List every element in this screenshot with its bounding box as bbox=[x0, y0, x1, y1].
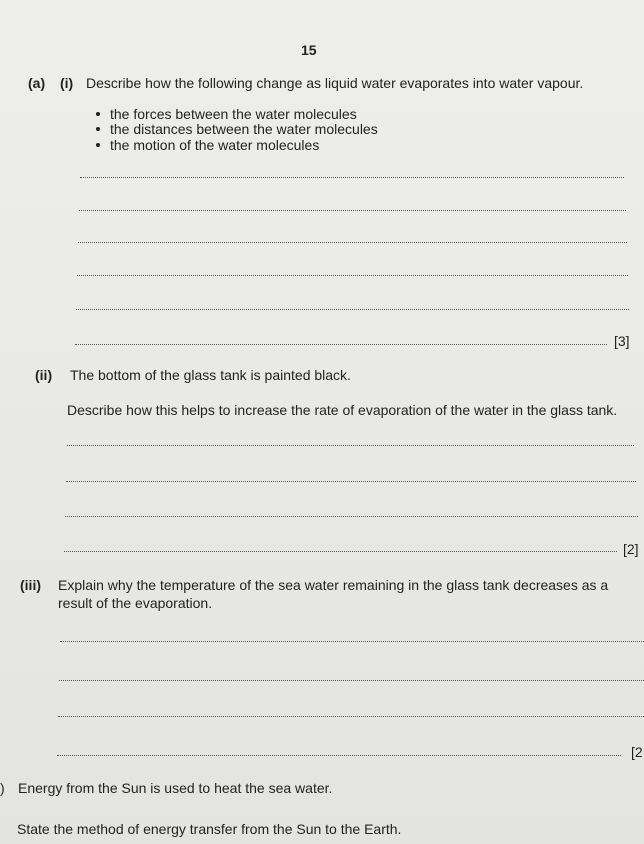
sub-iii-question-line2: result of the evaporation. bbox=[58, 595, 213, 611]
answer-line[interactable] bbox=[64, 551, 617, 552]
answer-line[interactable] bbox=[58, 716, 644, 717]
answer-line[interactable] bbox=[65, 516, 638, 517]
sub-ii-question: Describe how this helps to increase the rate of evaporation of the water in the glass tank. bbox=[67, 402, 618, 418]
answer-line[interactable] bbox=[78, 242, 627, 243]
marks-label: [3] bbox=[614, 333, 630, 349]
sub-i-label: (i) bbox=[60, 75, 74, 91]
answer-line[interactable] bbox=[79, 210, 626, 211]
bullet-item: the motion of the water molecules bbox=[110, 137, 320, 153]
sub-ii-statement: The bottom of the glass tank is painted black. bbox=[70, 367, 351, 383]
answer-line[interactable] bbox=[57, 755, 621, 756]
answer-line[interactable] bbox=[67, 445, 634, 446]
answer-line[interactable] bbox=[77, 275, 628, 276]
answer-line[interactable] bbox=[76, 309, 629, 310]
sub-ii-label: (ii) bbox=[35, 367, 53, 383]
page-number: 15 bbox=[301, 42, 317, 58]
sub-i-question: Describe how the following change as liquid water evaporates into water vapour. bbox=[86, 75, 584, 91]
bullet-marker bbox=[96, 112, 100, 116]
answer-line[interactable] bbox=[60, 641, 644, 642]
bullet-marker bbox=[96, 143, 100, 147]
answer-line[interactable] bbox=[75, 344, 607, 345]
answer-line[interactable] bbox=[66, 481, 636, 482]
answer-line[interactable] bbox=[80, 177, 624, 178]
sub-iii-label: (iii) bbox=[20, 577, 41, 593]
part-a-label: (a) bbox=[28, 75, 46, 91]
marks-label: [2] bbox=[623, 541, 639, 557]
bullet-item: the distances between the water molecules bbox=[110, 121, 378, 137]
bullet-marker bbox=[96, 127, 100, 131]
part-b-label: ) bbox=[0, 780, 5, 796]
answer-line[interactable] bbox=[59, 680, 644, 681]
bullet-item: the forces between the water molecules bbox=[110, 106, 357, 122]
part-b-statement: Energy from the Sun is used to heat the sea water. bbox=[18, 780, 333, 796]
part-b-question: State the method of energy transfer from the Sun to the Earth. bbox=[17, 821, 402, 837]
sub-iii-question-line1: Explain why the temperature of the sea water remaining in the glass tank decreases as a bbox=[58, 577, 609, 593]
marks-label: [2 bbox=[631, 744, 643, 760]
